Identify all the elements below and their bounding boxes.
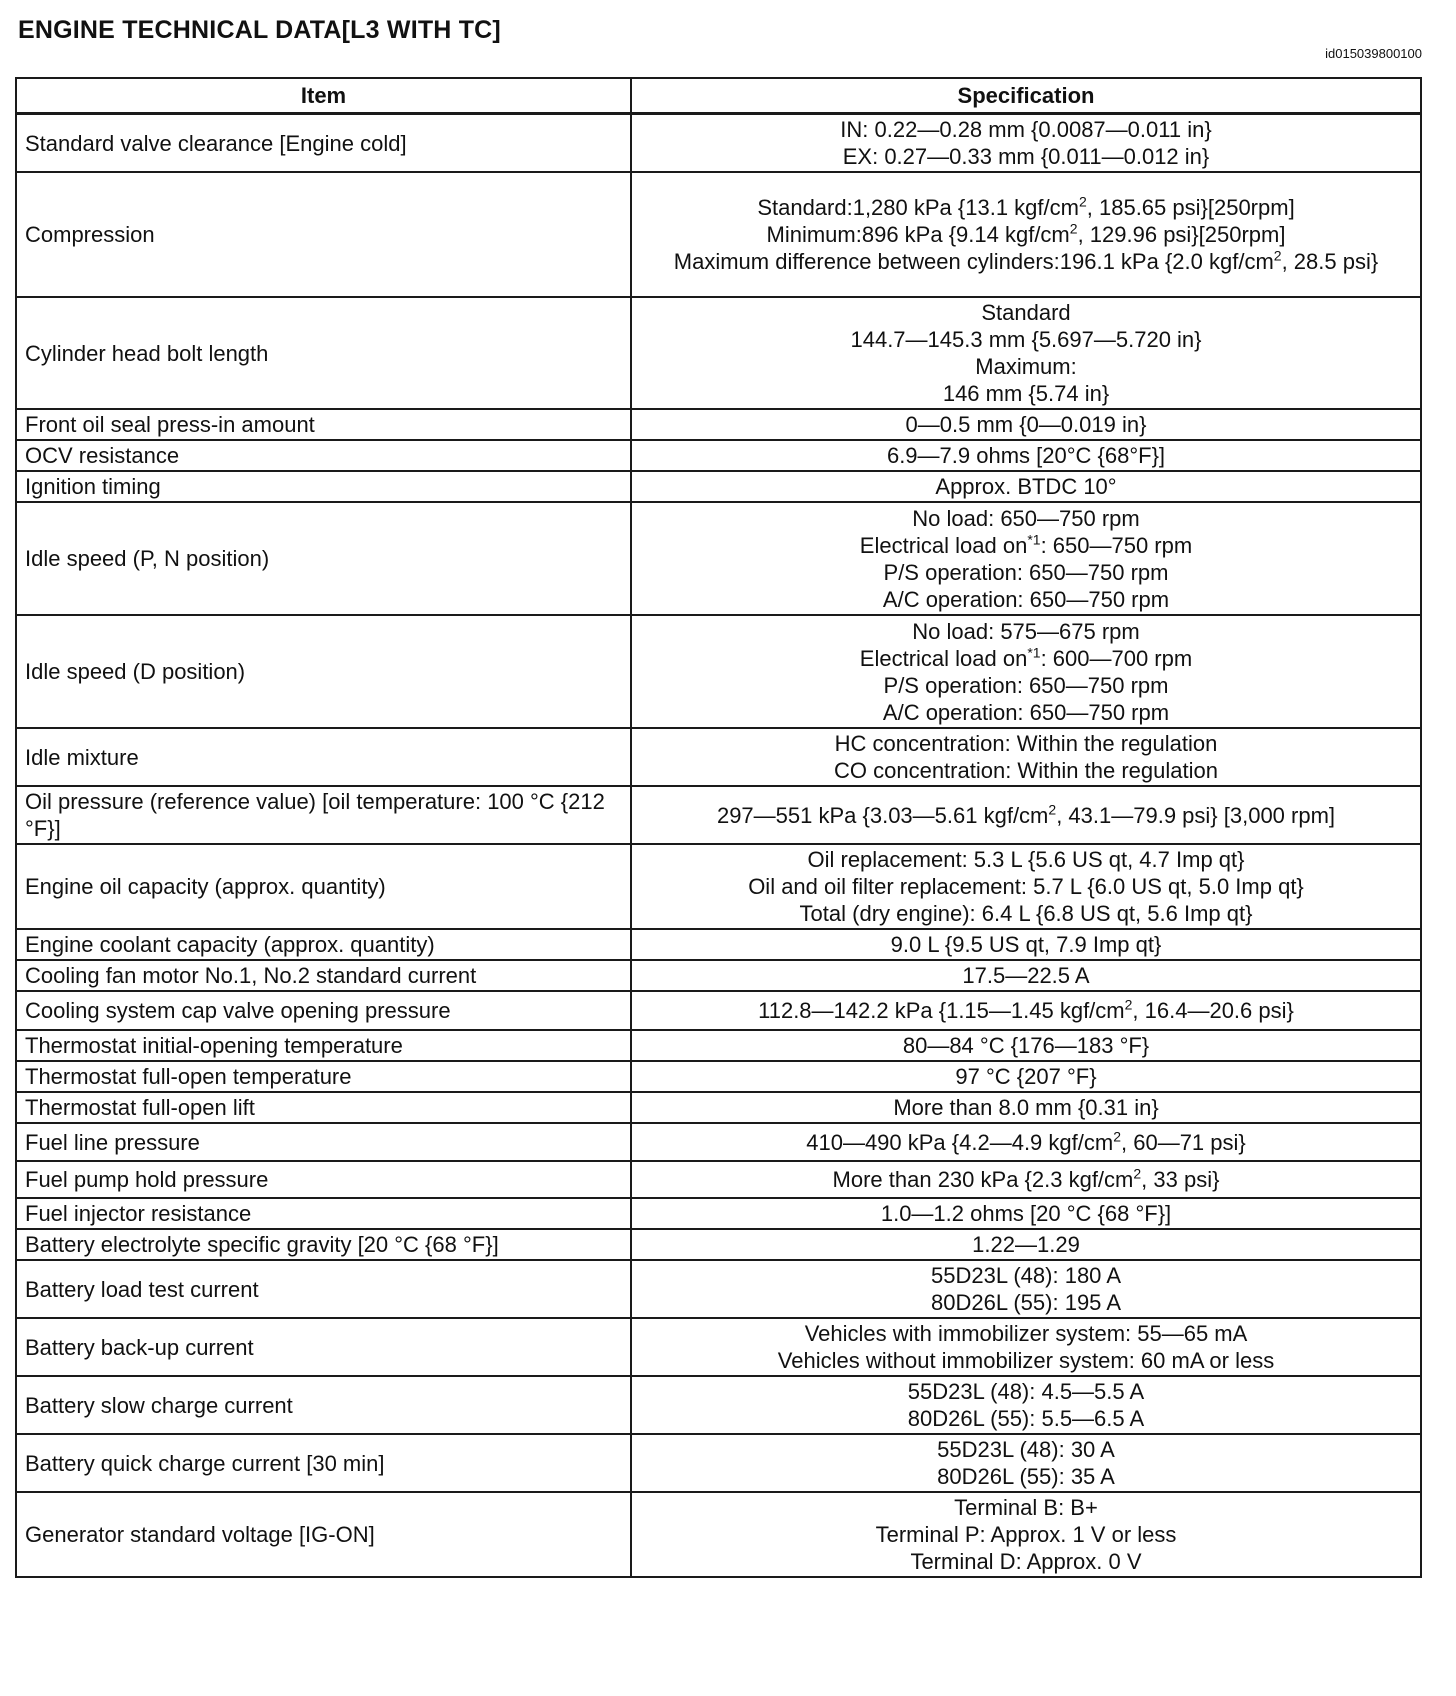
item-cell: Idle mixture: [16, 728, 631, 786]
specification-line: 1.22—1.29: [972, 1232, 1080, 1257]
table-row: [16, 409, 1421, 440]
table-row: [16, 1318, 1421, 1376]
item-cell: Battery back-up current: [16, 1318, 631, 1376]
specification-line: No load: 650—750 rpm: [912, 505, 1140, 531]
specification-cell: [631, 960, 1421, 991]
table-row: [16, 1161, 1421, 1198]
specification-line: P/S operation: 650—750 rpm: [883, 559, 1169, 585]
specification-cell: [631, 297, 1421, 409]
specification-line: Maximum:: [975, 354, 1077, 379]
specification-line: A/C operation: 650—750 rpm: [882, 586, 1170, 612]
table-row: [16, 297, 1421, 409]
specification-line: Approx. BTDC 10°: [935, 474, 1117, 499]
table-row: [16, 960, 1421, 991]
specification-line: 144.7—145.3 mm {5.697—5.720 in}: [850, 327, 1202, 352]
table-row: [16, 1434, 1421, 1492]
specification-cell: [631, 1376, 1421, 1434]
specification-line: HC concentration: Within the regulation: [834, 731, 1218, 756]
specification-line: Minimum:896 kPa {9.14 kgf/$cm^2$, 129.96 psi}[250rpm]: [766, 220, 1286, 247]
engine-technical-data-table: [15, 77, 1422, 1578]
item-cell: Fuel pump hold pressure: [16, 1161, 631, 1198]
specification-cell: [631, 114, 1421, 173]
specification-cell: [631, 1492, 1421, 1577]
specification-line: 55D23L (48): 30 A: [937, 1437, 1115, 1462]
table-row: [16, 728, 1421, 786]
specification-line: 0—0.5 mm {0—0.019 in}: [905, 412, 1147, 437]
document-id: id015039800100: [1325, 46, 1422, 61]
item-cell: Battery slow charge current: [16, 1376, 631, 1434]
item-cell: Idle speed (D position): [16, 615, 631, 728]
item-cell: Oil pressure (reference value) [oil temperature: 100 °C {212 °F}]: [16, 786, 631, 844]
table-row: [16, 615, 1421, 728]
table-row: [16, 786, 1421, 844]
table-row: [16, 1229, 1421, 1260]
page-title: ENGINE TECHNICAL DATA[L3 WITH TC]: [18, 16, 501, 44]
item-cell: Idle speed (P, N position): [16, 502, 631, 615]
specification-line: Oil replacement: 5.3 L {5.6 US qt, 4.7 Imp qt}: [807, 847, 1245, 872]
column-header-specification: Specification: [631, 78, 1421, 114]
specification-line: 80—84 °C {176—183 °F}: [902, 1033, 1150, 1058]
item-cell: Thermostat initial-opening temperature: [16, 1030, 631, 1061]
item-cell: Cooling fan motor No.1, No.2 standard current: [16, 960, 631, 991]
item-cell: OCV resistance: [16, 440, 631, 471]
item-cell: Thermostat full-open temperature: [16, 1061, 631, 1092]
specification-line: Vehicles without immobilizer system: 60 mA or less: [777, 1348, 1275, 1373]
specification-line: 112.8—142.2 kPa {1.15—1.45 kgf/$cm^2$, 16.4—20.6 psi}: [758, 996, 1294, 1023]
table-row: [16, 502, 1421, 615]
specification-line: IN: 0.22—0.28 mm {0.0087—0.011 in}: [840, 117, 1212, 142]
specification-line: CO concentration: Within the regulation: [834, 758, 1218, 783]
item-cell: Compression: [16, 172, 631, 297]
item-cell: Battery load test current: [16, 1260, 631, 1318]
table-body: [16, 114, 1421, 1578]
specification-cell: [631, 440, 1421, 471]
specification-cell: [631, 844, 1421, 929]
specification-cell: [631, 409, 1421, 440]
specification-cell: [631, 929, 1421, 960]
specification-cell: [631, 1434, 1421, 1492]
specification-cell: [631, 1092, 1421, 1123]
specification-cell: [631, 1061, 1421, 1092]
table-row: [16, 1260, 1421, 1318]
specification-cell: [631, 471, 1421, 502]
specification-line: 146 mm {5.74 in}: [942, 381, 1110, 406]
specification-cell: [631, 172, 1421, 297]
table-row: [16, 440, 1421, 471]
specification-cell: [631, 615, 1421, 728]
specification-line: 55D23L (48): 180 A: [931, 1263, 1121, 1288]
table-row: [16, 1030, 1421, 1061]
item-cell: Standard valve clearance [Engine cold]: [16, 114, 631, 173]
specification-cell: [631, 1123, 1421, 1161]
table-row: [16, 844, 1421, 929]
item-cell: Engine oil capacity (approx. quantity): [16, 844, 631, 929]
specification-line: 1.0—1.2 ohms [20 °C {68 °F}]: [880, 1201, 1172, 1226]
item-cell: Cooling system cap valve opening pressure: [16, 991, 631, 1030]
table-row: [16, 1376, 1421, 1434]
item-cell: Front oil seal press-in amount: [16, 409, 631, 440]
specification-line: Terminal B: B+: [954, 1495, 1098, 1520]
specification-line: 297—551 kPa {3.03—5.61 kgf/$cm^2$, 43.1—79.9 psi} [3,000 rpm]: [716, 801, 1336, 828]
table-row: [16, 471, 1421, 502]
table-row: [16, 1198, 1421, 1229]
table-row: [16, 1123, 1421, 1161]
specification-line: More than 8.0 mm {0.31 in}: [893, 1095, 1159, 1120]
specification-line: EX: 0.27—0.33 mm {0.011—0.012 in}: [842, 144, 1210, 169]
specification-line: 97 °C {207 °F}: [955, 1064, 1097, 1089]
table-row: [16, 1092, 1421, 1123]
specification-cell: [631, 502, 1421, 615]
specification-line: 80D26L (55): 35 A: [937, 1464, 1115, 1489]
specification-cell: [631, 786, 1421, 844]
specification-line: Standard: [981, 300, 1071, 325]
specification-line: A/C operation: 650—750 rpm: [882, 699, 1170, 725]
column-header-item: Item: [16, 78, 631, 114]
specification-cell: [631, 1198, 1421, 1229]
specification-line: 410—490 kPa {4.2—4.9 kgf/$cm^2$, 60—71 psi}: [806, 1128, 1246, 1155]
specification-line: Electrical load $on^{*1}$: 650—750 rpm: [859, 531, 1193, 558]
specification-cell: [631, 1161, 1421, 1198]
specification-cell: [631, 1030, 1421, 1061]
item-cell: Battery quick charge current [30 min]: [16, 1434, 631, 1492]
specification-line: 80D26L (55): 195 A: [931, 1290, 1121, 1315]
table-row: [16, 1492, 1421, 1577]
specification-cell: [631, 1229, 1421, 1260]
specification-line: Electrical load $on^{*1}$: 600—700 rpm: [859, 644, 1193, 671]
specification-line: No load: 575—675 rpm: [912, 618, 1140, 644]
table-row: [16, 114, 1421, 173]
item-cell: Fuel line pressure: [16, 1123, 631, 1161]
specification-line: 17.5—22.5 A: [962, 963, 1090, 988]
specification-line: 6.9—7.9 ohms [20°C {68°F}]: [886, 443, 1166, 468]
item-cell: Battery electrolyte specific gravity [20 °C {68 °F}]: [16, 1229, 631, 1260]
specification-line: Total (dry engine): 6.4 L {6.8 US qt, 5.6 Imp qt}: [799, 901, 1253, 926]
table-row: [16, 991, 1421, 1030]
specification-line: More than 230 kPa {2.3 kgf/$cm^2$, 33 psi}: [832, 1165, 1220, 1192]
item-cell: Cylinder head bolt length: [16, 297, 631, 409]
specification-line: Oil and oil filter replacement: 5.7 L {6.0 US qt, 5.0 Imp qt}: [748, 874, 1304, 899]
table-row: [16, 172, 1421, 297]
specification-line: Terminal P: Approx. 1 V or less: [875, 1522, 1177, 1547]
specification-cell: [631, 1318, 1421, 1376]
specification-line: 9.0 L {9.5 US qt, 7.9 Imp qt}: [890, 932, 1162, 957]
specification-cell: [631, 991, 1421, 1030]
specification-cell: [631, 1260, 1421, 1318]
specification-line: Standard:1,280 kPa {13.1 kgf/$cm^2$, 185.65 psi}[250rpm]: [757, 193, 1295, 220]
item-cell: Fuel injector resistance: [16, 1198, 631, 1229]
table-row: [16, 929, 1421, 960]
item-cell: Ignition timing: [16, 471, 631, 502]
specification-line: Maximum difference between cylinders:196.1 kPa {2.0 kgf/$cm^2$, 28.5 psi}: [673, 247, 1379, 274]
specification-line: 55D23L (48): 4.5—5.5 A: [907, 1379, 1145, 1404]
item-cell: Engine coolant capacity (approx. quantity): [16, 929, 631, 960]
table-header-row: [16, 78, 1421, 114]
specification-line: Terminal D: Approx. 0 V: [910, 1549, 1142, 1574]
item-cell: Generator standard voltage [IG-ON]: [16, 1492, 631, 1577]
specification-cell: [631, 728, 1421, 786]
specification-line: P/S operation: 650—750 rpm: [883, 672, 1169, 698]
table-row: [16, 1061, 1421, 1092]
specification-line: Vehicles with immobilizer system: 55—65 mA: [804, 1321, 1248, 1346]
item-cell: Thermostat full-open lift: [16, 1092, 631, 1123]
specification-line: 80D26L (55): 5.5—6.5 A: [907, 1406, 1145, 1431]
